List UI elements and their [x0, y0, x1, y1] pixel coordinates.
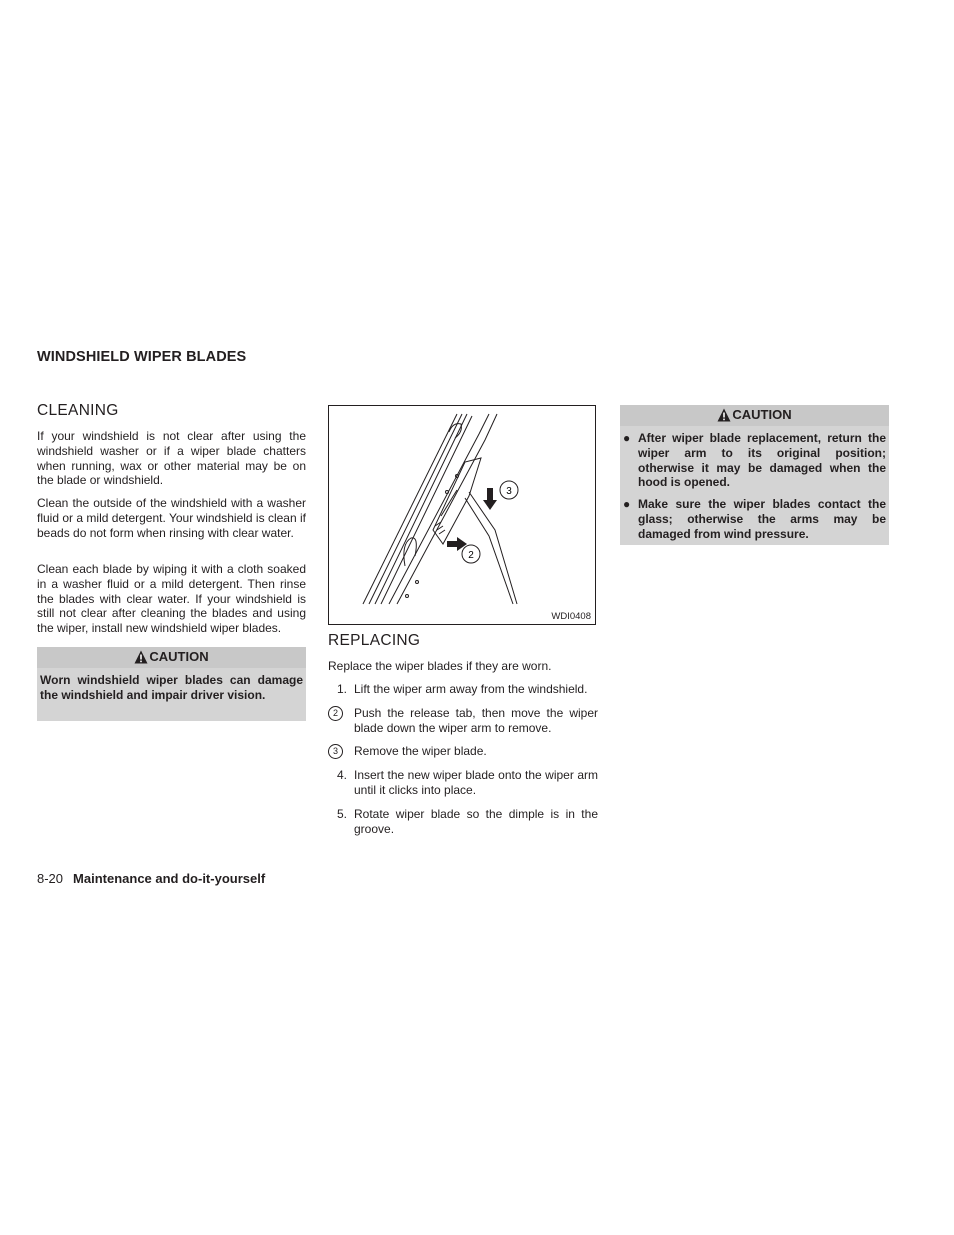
figure-code: WDI0408: [551, 611, 591, 622]
replacing-steps: [328, 682, 598, 845]
svg-text:2: 2: [468, 550, 474, 561]
page-number: 8-20: [37, 871, 64, 886]
replacing-intro: Replace the wiper blades if they are worn.: [328, 659, 552, 673]
page-footer: [37, 871, 265, 886]
cleaning-paragraph-1: If your windshield is not clear after using the windshield washer or if a wiper blade chatters when running, wax or other material may be on the blade or windshield.: [37, 429, 306, 488]
step-item: [328, 744, 598, 759]
warning-triangle-icon: [717, 408, 731, 428]
caution-item: [623, 431, 886, 490]
callout-3: [500, 481, 518, 499]
caution-item-text: Make sure the wiper blades contact the glass; otherwise the arms may be damaged from wind pressure.: [638, 497, 886, 541]
section-title: WINDSHIELD WIPER BLADES: [37, 349, 247, 365]
caution-box-left: [37, 647, 306, 721]
wiper-illustration: [328, 405, 596, 625]
caution-label-left: CAUTION: [149, 649, 209, 664]
caution-text-left: Worn windshield wiper blades can damage the windshield and impair driver vision.: [40, 673, 303, 702]
step-item: [328, 768, 598, 798]
wiper-drawing: [329, 406, 595, 624]
caution-list-right: [620, 426, 889, 546]
step-item: [328, 682, 598, 697]
step-text: Insert the new wiper blade onto the wiper arm until it clicks into place.: [354, 768, 598, 797]
cleaning-paragraph-3: Clean each blade by wiping it with a cloth soaked in a washer fluid or a mild detergent. Then rinse the blades with clear water. If your windshield is still not clear after cleaning the blades and using the wiper, install new windshield wiper blades.: [37, 562, 306, 636]
step-item: [328, 706, 598, 736]
circled-step-number: 2: [328, 706, 343, 721]
chapter-title: Maintenance and do-it-yourself: [73, 871, 266, 886]
caution-box-right: [620, 405, 889, 545]
cleaning-paragraph-2: Clean the outside of the windshield with a washer fluid or a mild detergent. Your windshield is clean if beads do not form when rinsing with clear water.: [37, 496, 306, 540]
step-number: 5.: [337, 806, 348, 821]
step-text: Lift the wiper arm away from the windshield.: [354, 682, 588, 696]
step-number: 1.: [337, 682, 348, 696]
caution-label-right: CAUTION: [732, 407, 792, 422]
caution-header-right: [620, 405, 889, 426]
replacing-heading: REPLACING: [328, 632, 421, 649]
circled-step-number: 3: [328, 744, 343, 759]
caution-header-left: [37, 647, 306, 668]
step-text: Remove the wiper blade.: [354, 744, 487, 759]
step-text: Rotate wiper blade so the dimple is in the groove.: [354, 806, 598, 836]
callout-2: [462, 545, 480, 563]
step-number: 4.: [337, 768, 348, 783]
caution-item-text: After wiper blade replacement, return the wiper arm to its original position; otherwise it may be damaged when the hood is opened.: [638, 431, 886, 490]
caution-item: [623, 497, 886, 541]
warning-triangle-icon: [134, 650, 148, 670]
arrow-down-icon: [483, 488, 497, 510]
step-item: [328, 807, 598, 837]
step-text: Push the release tab, then move the wiper blade down the wiper arm to remove.: [354, 705, 598, 735]
cleaning-heading: CLEANING: [37, 402, 119, 419]
bullet-icon: ●: [623, 431, 631, 445]
bullet-icon: ●: [623, 497, 631, 512]
svg-text:3: 3: [506, 486, 512, 497]
